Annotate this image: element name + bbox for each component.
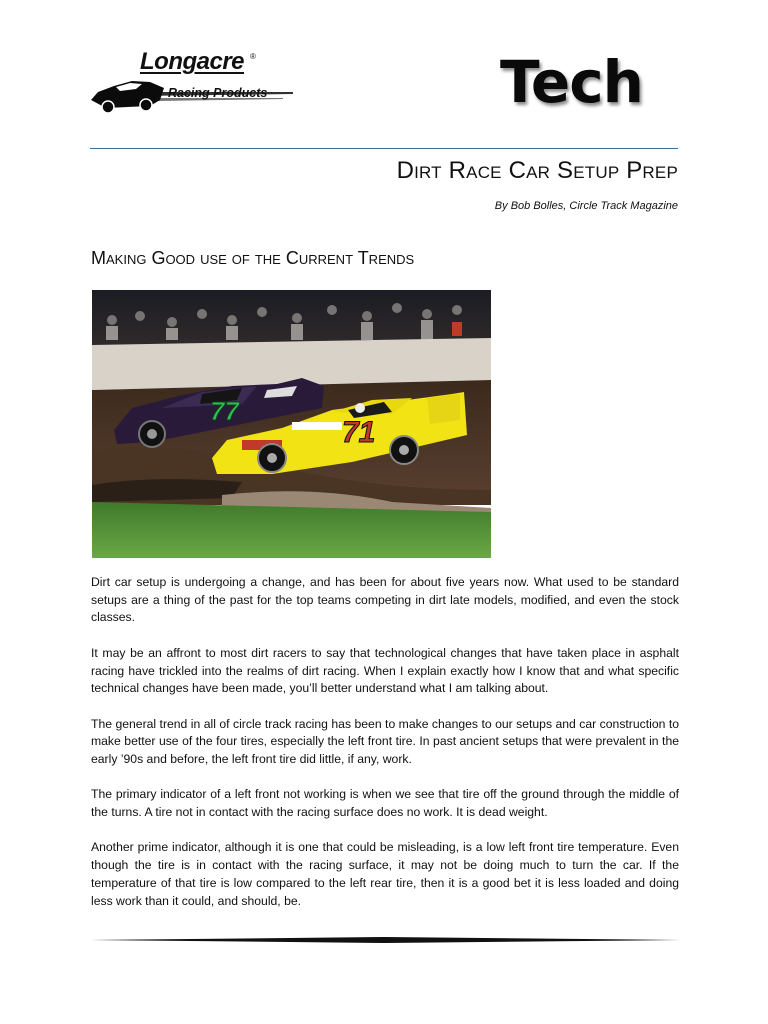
- registered-mark: ®: [250, 52, 256, 61]
- paragraph: The general trend in all of circle track racing has been to make changes to our setups and car construction to make better use of the four tires, especially the left front tire. In past ancient setups that were prevalent in the early ’90s and before, the left front tire did little, if any, work.: [91, 716, 679, 766]
- paragraph: It may be an affront to most dirt racers to say that technological changes that have taken place in asphalt racing have trickled into the realms of dirt racing. When I explain exactly how I know that and what specific technical changes have been made, you’ll better understand what I am talking about.: [91, 645, 679, 696]
- race-photo: [92, 290, 491, 558]
- article-body: [91, 574, 679, 928]
- byline: By Bob Bolles, Circle Track Magazine: [494, 200, 678, 212]
- longacre-logo: [88, 48, 303, 120]
- footer-divider: [90, 936, 680, 944]
- page-title: Dirt Race Car Setup Prep: [396, 157, 678, 184]
- car-77-number: 77: [210, 396, 239, 426]
- brand-tagline: Racing Products: [168, 86, 268, 100]
- tech-section-label: Tech: [500, 48, 643, 116]
- paragraph: Dirt car setup is undergoing a change, and has been for about five years now. What used to be standard setups are a thing of the past for the top teams competing in dirt late models, modified, and even the stock classes.: [91, 575, 679, 625]
- section-heading: Making Good use of the Current Trends: [91, 248, 415, 268]
- paragraph: The primary indicator of a left front not working is when we see that tire off the ground through the middle of the turns. A tire not in contact with the racing surface does no work. It is dead weight.: [91, 787, 679, 820]
- car-71-number: 71: [342, 416, 376, 449]
- paragraph: Another prime indicator, although it is one that could be misleading, is a low left front tire temperature. Even though the tire is in contact with the racing surface, it may not be doing much to turn the car. If the temperature of that tire is low compared to the left rear tire, then it is a good bet it is less loaded and doing less work than it could, and should, be.: [91, 840, 679, 908]
- brand-name: Longacre: [140, 48, 245, 75]
- header-divider: [90, 148, 678, 149]
